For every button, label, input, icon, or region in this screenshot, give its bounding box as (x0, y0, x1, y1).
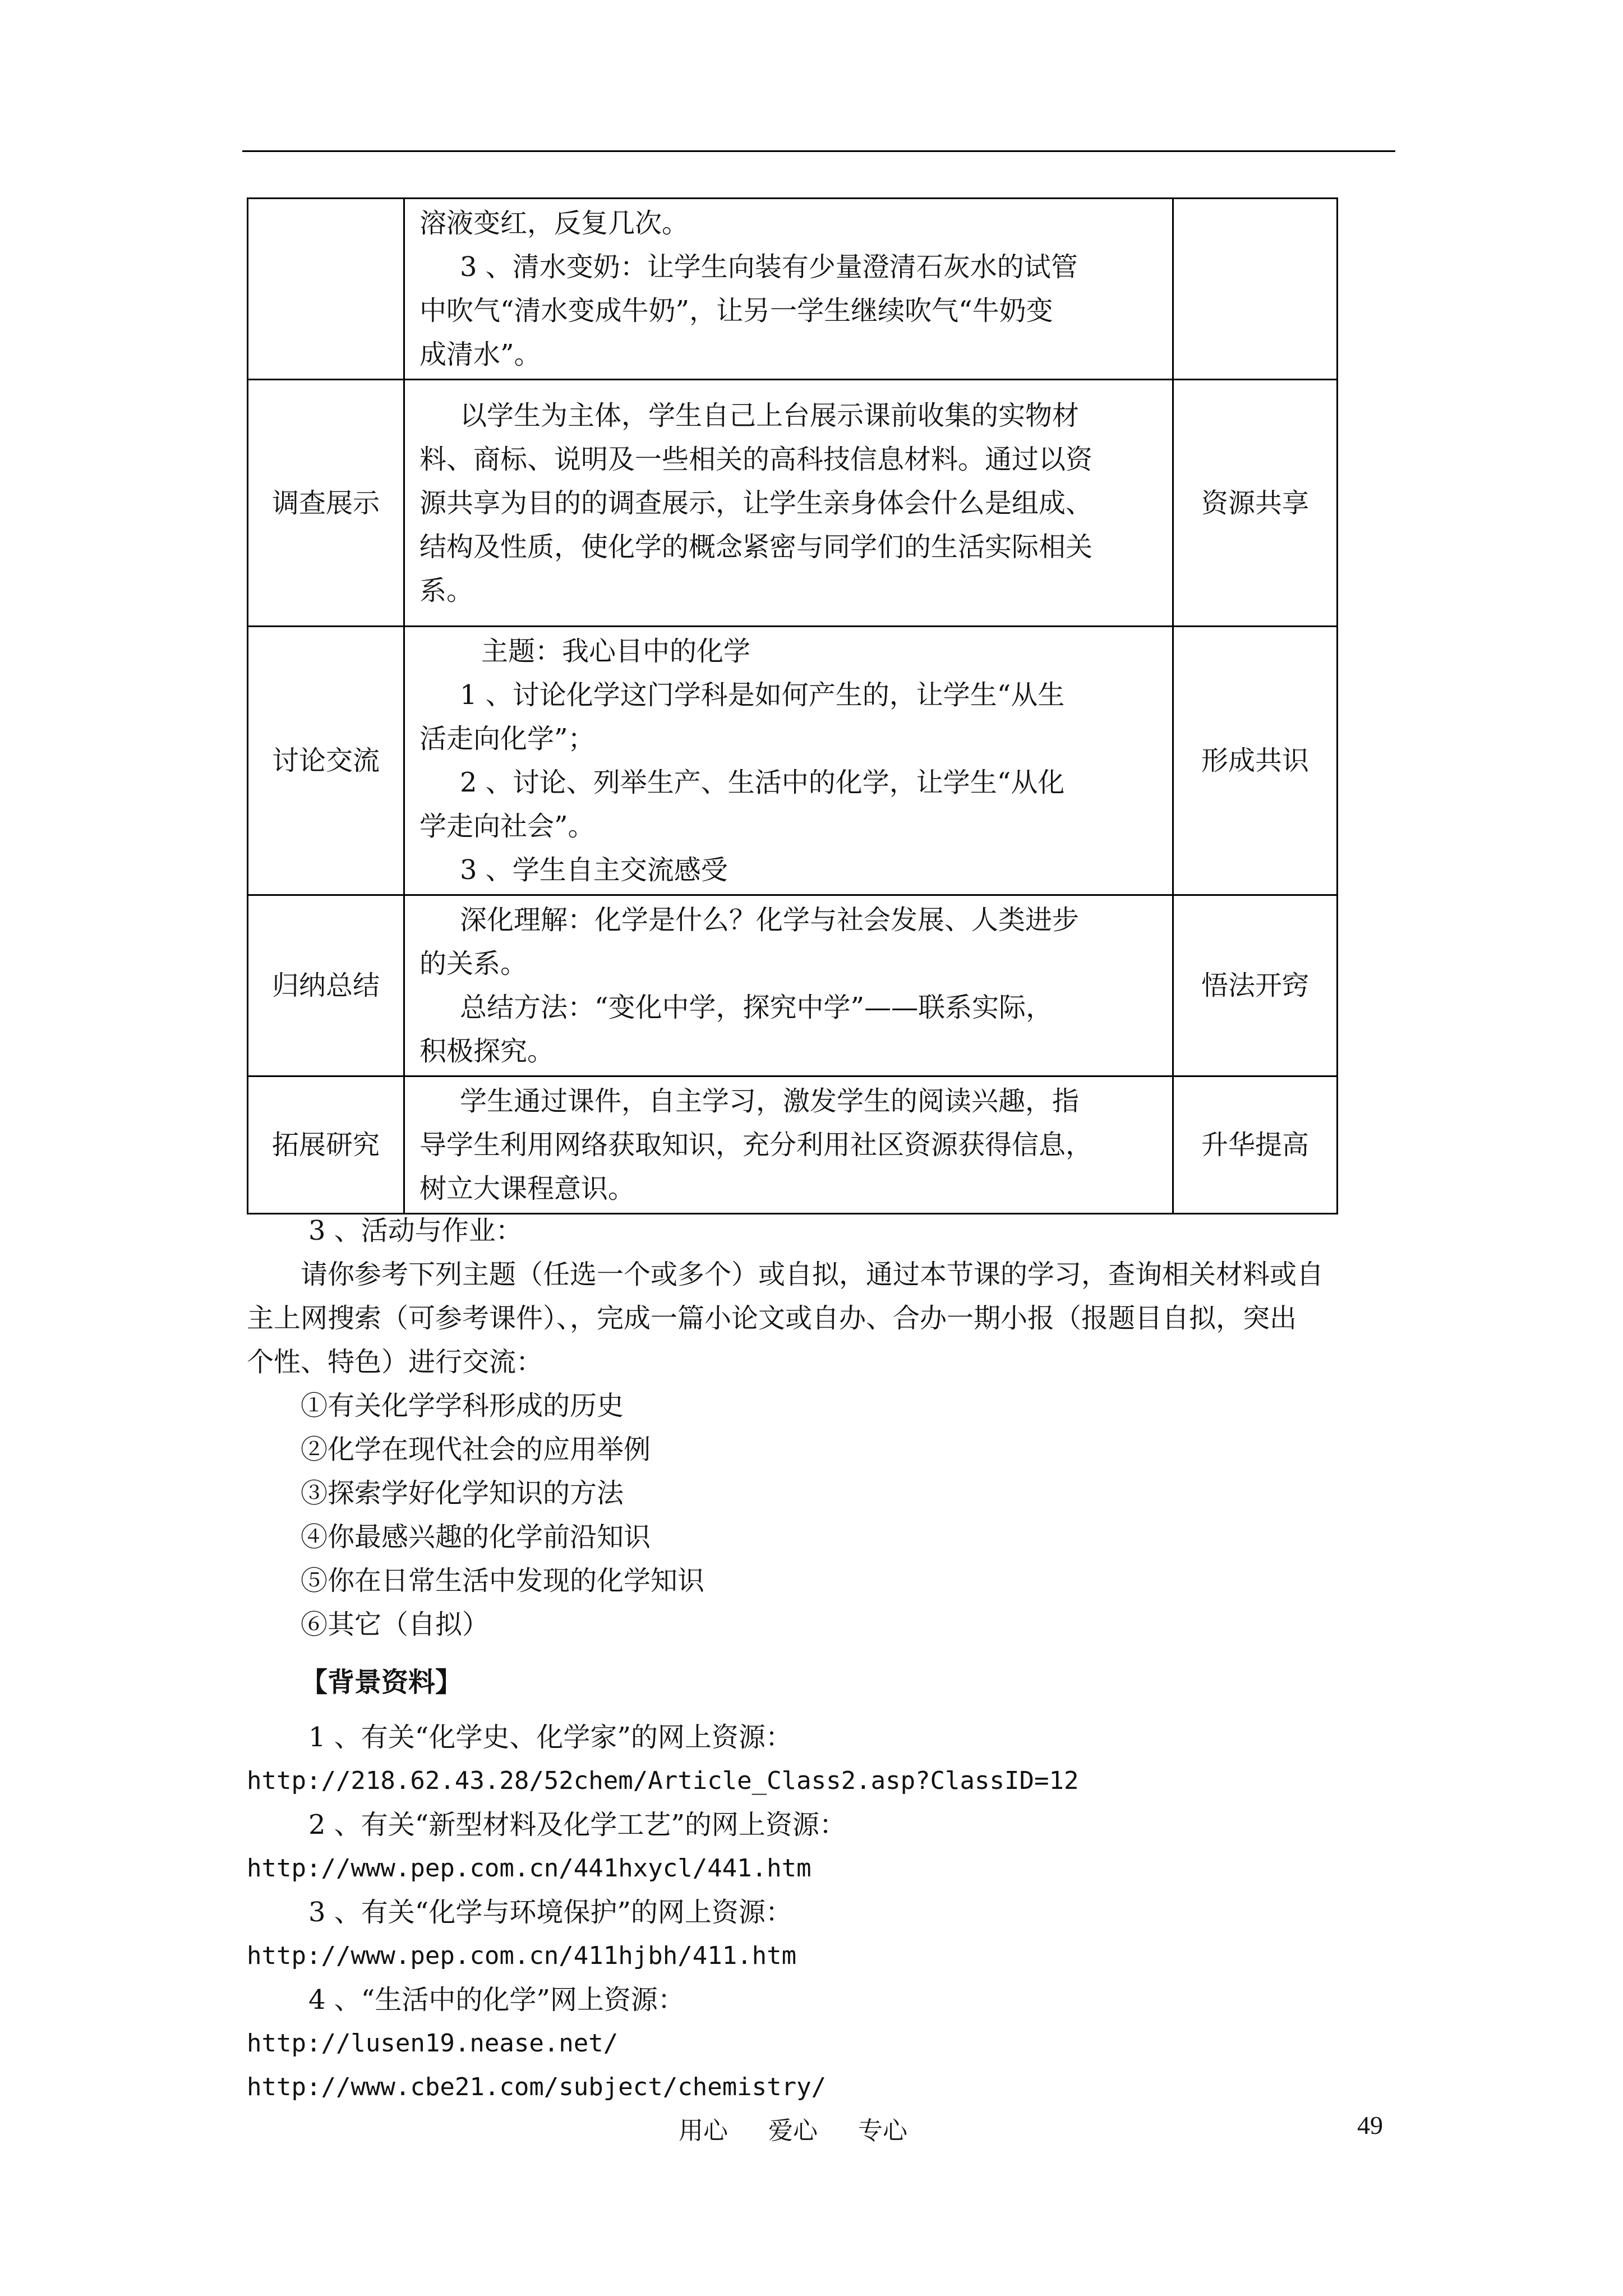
activity-intro-line: 个性、特色）进行交流： (247, 1346, 543, 1378)
content-line: 学生通过课件，自主学习，激发学生的阅读兴趣，指 (460, 1085, 1080, 1117)
footer-motto-word: 爱心 (768, 2116, 818, 2145)
topic-item: ⑤你在日常生活中发现的化学知识 (301, 1565, 705, 1596)
resource-label: 3 、有关“化学与环境保护”的网上资源： (308, 1897, 792, 1928)
resource-link[interactable]: http://lusen19.nease.net/ (247, 2029, 619, 2058)
content-line: 溶液变红，反复几次。 (419, 208, 689, 239)
table-row (248, 199, 1338, 380)
content-line: 主题：我心目中的化学 (481, 636, 751, 667)
topic-item: ④你最感兴趣的化学前沿知识 (301, 1521, 651, 1553)
purpose-cell (1173, 199, 1338, 380)
content-line: 源共享为目的的调查展示，让学生亲身体会什么是组成、 (419, 487, 1093, 519)
content-line: 中吹气“清水变成牛奶”，让另一学生继续吹气“牛奶变 (419, 295, 1053, 326)
content-line: 3 、清水变奶：让学生向装有少量澄清石灰水的试管 (460, 251, 1078, 283)
activity-intro-line: 主上网搜索（可参考课件）、，完成一篇小论文或自办、合办一期小报（报题目自拟，突出 (247, 1303, 1297, 1334)
content-line: 总结方法：“变化中学，探究中学”——联系实际， (460, 992, 1053, 1023)
content-cell (404, 895, 1173, 1076)
purpose-cell: 形成共识 (1173, 627, 1338, 895)
background-heading: 【背景资料】 (301, 1667, 463, 1698)
table-row (248, 895, 1338, 1076)
resource-label: 1 、有关“化学史、化学家”的网上资源： (308, 1722, 792, 1753)
resource-link[interactable]: http://www.cbe21.com/subject/chemistry/ (247, 2073, 827, 2101)
topic-item: ①有关化学学科形成的历史 (301, 1390, 624, 1421)
topic-item: ⑥其它（自拟） (301, 1609, 490, 1640)
content-cell (404, 199, 1173, 380)
table-row (248, 1076, 1338, 1214)
footer-motto-word: 用心 (679, 2116, 728, 2145)
content-line: 成清水”。 (419, 339, 541, 370)
lesson-table (247, 197, 1338, 1214)
content-cell (404, 1076, 1173, 1214)
content-line: 活走向化学”； (419, 723, 595, 754)
content-line: 的关系。 (419, 948, 528, 979)
content-line: 积极探究。 (419, 1036, 555, 1067)
footer-motto (679, 2110, 907, 2146)
page-number: 49 (1357, 2111, 1383, 2139)
content-line: 以学生为主体，学生自己上台展示课前收集的实物材 (460, 399, 1080, 431)
content-line: 学走向社会”。 (419, 811, 595, 842)
topic-item: ②化学在现代社会的应用举例 (301, 1434, 651, 1465)
content-line: 1 、讨论化学这门学科是如何产生的，让学生“从生 (460, 679, 1065, 711)
content-line: 2 、讨论、列举生产、生活中的化学，让学生“从化 (460, 767, 1065, 798)
resource-label: 2 、有关“新型材料及化学工艺”的网上资源： (308, 1809, 846, 1841)
content-line: 结构及性质，使化学的概念紧密与同学们的生活实际相关 (419, 531, 1093, 563)
topic-item: ③探索学好化学知识的方法 (301, 1478, 624, 1509)
content-line: 导学生利用网络获取知识，充分利用社区资源获得信息， (419, 1129, 1093, 1161)
stage-cell: 拓展研究 (248, 1076, 404, 1214)
content-line: 3 、学生自主交流感受 (460, 854, 728, 886)
stage-cell (248, 199, 404, 380)
activity-intro-line: 请你参考下列主题（任选一个或多个）或自拟，通过本节课的学习，查询相关材料或自 (301, 1259, 1324, 1290)
stage-cell: 讨论交流 (248, 627, 404, 895)
content-cell (404, 627, 1173, 895)
content-line: 深化理解：化学是什么？化学与社会发展、人类进步 (460, 904, 1080, 936)
background-section (247, 1660, 1396, 2109)
content-line: 料、商标、说明及一些相关的高科技信息材料。通过以资 (419, 443, 1093, 475)
content-line: 系。 (419, 574, 474, 606)
table-row (248, 627, 1338, 895)
purpose-cell: 升华提高 (1173, 1076, 1338, 1214)
purpose-cell: 资源共享 (1173, 380, 1338, 627)
activity-section (247, 1209, 1396, 1646)
activity-heading: 3 、活动与作业： (308, 1215, 523, 1246)
resource-label: 4 、“生活中的化学”网上资源： (308, 1984, 685, 2016)
content-line: 树立大课程意识。 (419, 1173, 635, 1204)
purpose-cell: 悟法开窍 (1173, 895, 1338, 1076)
footer-motto-word: 专心 (858, 2116, 907, 2145)
resource-link[interactable]: http://www.pep.com.cn/411hjbh/411.htm (247, 1941, 797, 1970)
resource-link[interactable]: http://218.62.43.28/52chem/Article_Class2.asp?ClassID=12 (247, 1766, 1079, 1795)
table-row (248, 380, 1338, 627)
stage-cell: 归纳总结 (248, 895, 404, 1076)
header-rule (242, 150, 1395, 152)
content-cell (404, 380, 1173, 627)
stage-cell: 调查展示 (248, 380, 404, 627)
resource-link[interactable]: http://www.pep.com.cn/441hxycl/441.htm (247, 1854, 811, 1883)
